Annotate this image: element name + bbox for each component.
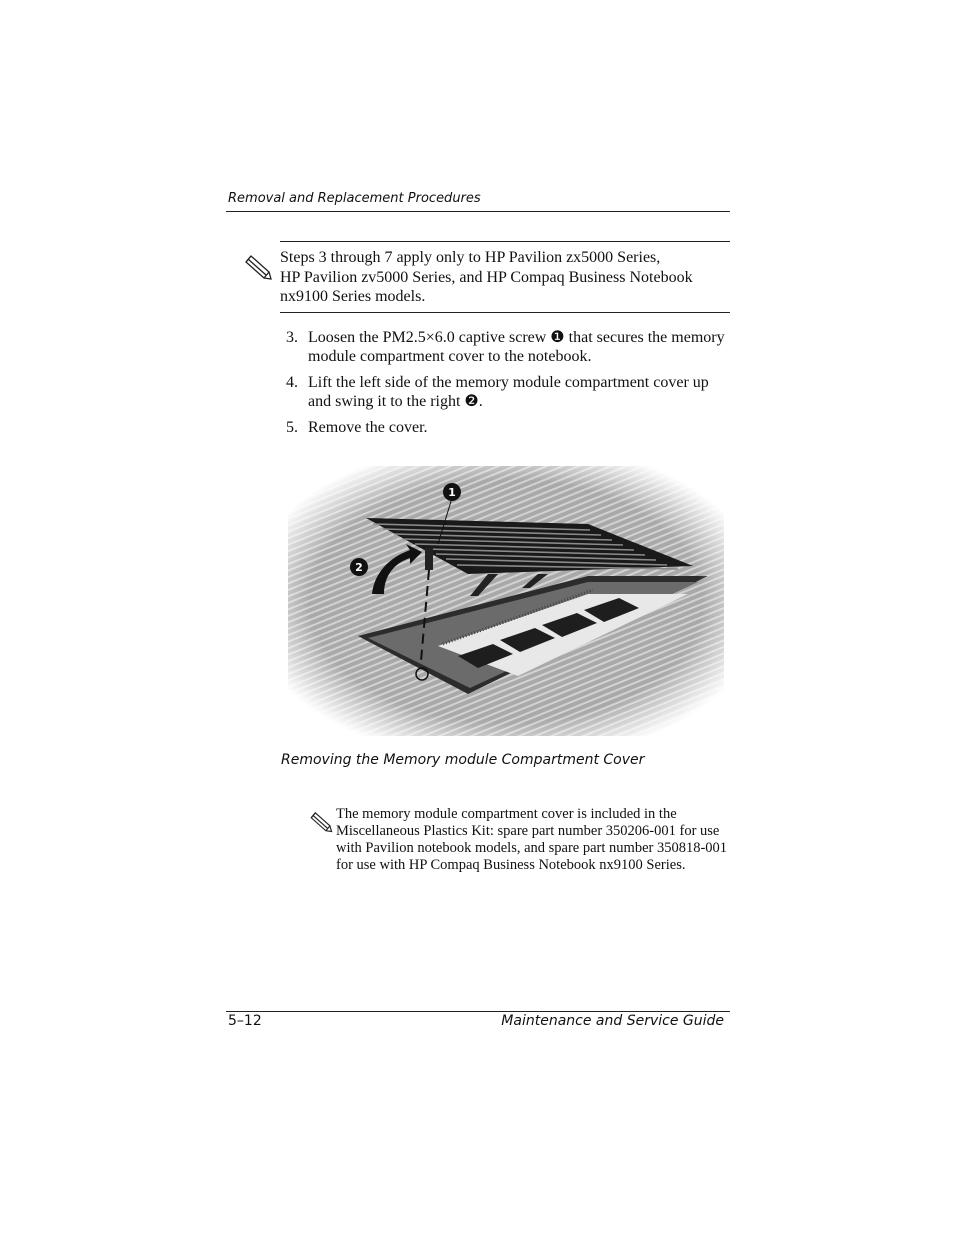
figure-caption: Removing the Memory module Compartment Cover xyxy=(281,752,645,768)
note-bottom-rule xyxy=(280,312,730,313)
step-3 xyxy=(286,328,726,366)
step-number: 4. xyxy=(286,374,298,391)
step-5 xyxy=(286,418,726,437)
note-top-line2: HP Pavilion zv5000 Series, and HP Compaq Business Notebook xyxy=(280,268,693,286)
step-text: Loosen the PM2.5×6.0 captive screw ❶ that secures the memory module compartment cover to the notebook. xyxy=(308,329,725,365)
note-top-line1: Steps 3 through 7 apply only to HP Pavilion zx5000 Series, xyxy=(280,249,661,266)
note-top xyxy=(280,248,730,307)
step-number: 5. xyxy=(286,419,298,436)
step-text: Lift the left side of the memory module compartment cover up and swing it to the right ❷. xyxy=(308,374,709,410)
memory-cover-illustration xyxy=(288,466,724,736)
step-text: Remove the cover. xyxy=(308,419,428,436)
note-bottom: The memory module compartment cover is included in the Miscellaneous Plastics Kit: spare part number 350206-001 for use with Pavilion notebook models, and spare part number 350818-001 for use with HP Compaq Business Notebook nx9100 Series. xyxy=(336,806,728,873)
note-top-line3: nx9100 Series models. xyxy=(280,288,426,305)
page-number: 5–12 xyxy=(228,1013,262,1029)
guide-title: Maintenance and Service Guide xyxy=(501,1013,724,1029)
step-list xyxy=(286,328,726,444)
pencil-note-icon xyxy=(308,808,334,834)
step-4 xyxy=(286,373,726,411)
step-number: 3. xyxy=(286,329,298,346)
footer-rule xyxy=(226,1011,730,1012)
header-rule xyxy=(226,211,730,212)
pencil-note-icon xyxy=(242,250,274,282)
note-top-rule xyxy=(280,241,730,242)
running-header: Removal and Replacement Procedures xyxy=(228,191,481,206)
